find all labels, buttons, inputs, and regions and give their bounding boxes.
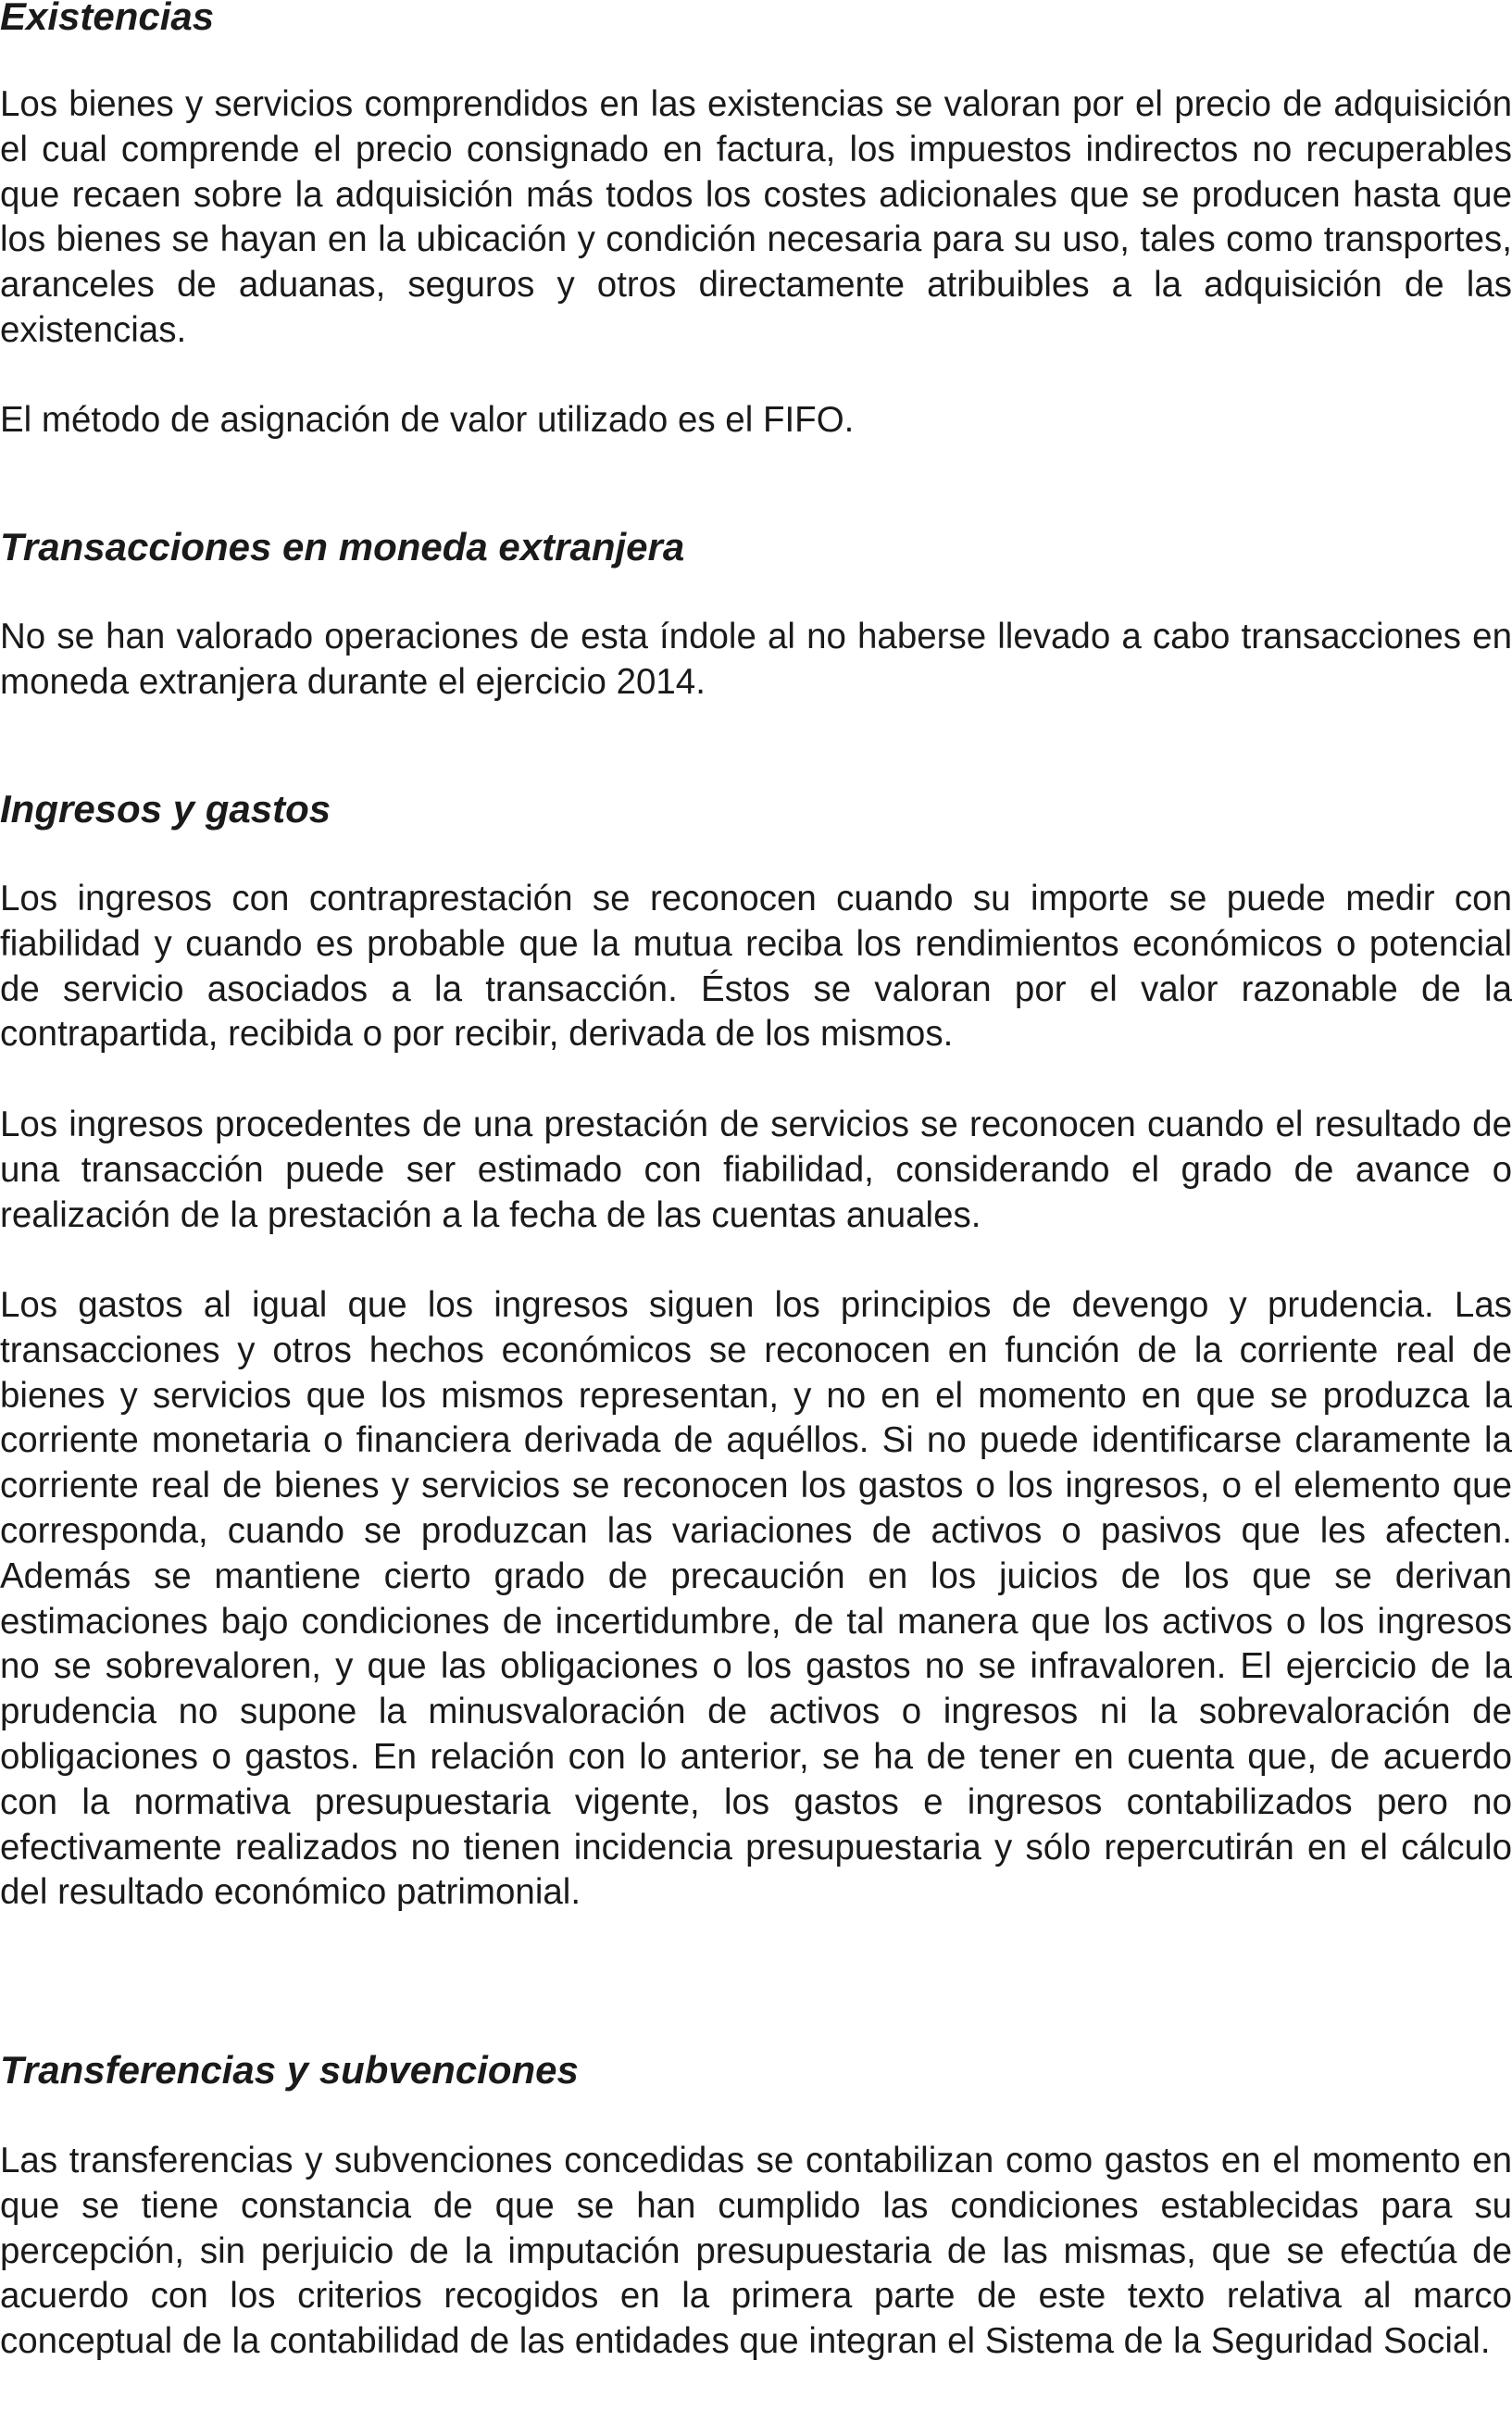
paragraph-transacciones-moneda-extranjera: No se han valorado operaciones de esta índole al no haberse llevado a cabo transacciones en moneda extranjera durante el ejercicio 2014. (0, 617, 1512, 702)
paragraph-transferencias-subvenciones: Las transferencias y subvenciones concedidas se contabilizan como gastos en el momento en que se tiene constancia de que se han cumplido las condiciones establecidas para su percepción, sin perjuicio de la imputación presupuestaria de las mismas, que se efectúa de acuerdo con los criterios recogidos en la primera parte de este texto relativa al marco conceptual de la contabilidad de las entidades que integran el Sistema de la Seguridad Social. (0, 2141, 1512, 2362)
section-heading-existencias: Existencias (0, 0, 215, 38)
section-heading-transacciones-moneda-extranjera: Transacciones en moneda extranjera (0, 525, 685, 568)
paragraph-ingresos-contraprestacion: Los ingresos con contraprestación se reconocen cuando su importe se puede medir con fiabilidad y cuando es probable que la mutua reciba los rendimientos económicos o potencial de servicio asociados a la transacción. Éstos se valoran por el valor razonable de la contrapartida, recibida o por recibir, derivada de los mismos. (0, 879, 1512, 1055)
section-heading-ingresos-gastos: Ingresos y gastos (0, 787, 331, 831)
paragraph-existencias-fifo: El método de asignación de valor utilizado es el FIFO. (0, 400, 855, 440)
section-heading-transferencias-subvenciones: Transferencias y subvenciones (0, 2048, 579, 2092)
paragraph-existencias-valoracion: Los bienes y servicios comprendidos en las existencias se valoran por el precio de adquisición el cual comprende el precio consignado en factura, los impuestos indirectos no recuperables que recaen sobre la adquisición más todos los costes adicionales que se producen hasta que los bienes se hayan en la ubicación y condición necesaria para su uso, tales como transportes, aranceles de aduanas, seguros y otros directamente atribuibles a la adquisición de las existencias. (0, 84, 1512, 350)
paragraph-ingresos-prestacion-servicios: Los ingresos procedentes de una prestación de servicios se reconocen cuando el resultado de una transacción puede ser estimado con fiabilidad, considerando el grado de avance o realización de la prestación a la fecha de las cuentas anuales. (0, 1105, 1512, 1235)
paragraph-gastos-devengo-prudencia: Los gastos al igual que los ingresos siguen los principios de devengo y prudencia. Las transacciones y otros hechos económicos se reconocen en función de la corriente real de bienes y servicios que los mismos representan, y no en el momento en que se produzca la corriente monetaria o financiera derivada de aquéllos. Si no puede identificarse claramente la corriente real de bienes y servicios se reconocen los gastos o los ingresos, o el elemento que corresponda, cuando se produzcan las variaciones de activos o pasivos que les afecten. Además se mantiene cierto grado de precaución en los juicios de los que se derivan estimaciones bajo condiciones de incertidumbre, de tal manera que los activos o los ingresos no se sobrevaloren, y que las obligaciones o los gastos no se infravaloren. El ejercicio de la prudencia no supone la minusvaloración de activos o ingresos ni la sobrevaloración de obligaciones o gastos. En relación con lo anterior, se ha de tener en cuenta que, de acuerdo con la normativa presupuestaria vigente, los gastos e ingresos contabilizados pero no efectivamente realizados no tienen incidencia presupuestaria y sólo repercutirán en el cálculo del resultado económico patrimonial. (0, 1285, 1512, 1913)
